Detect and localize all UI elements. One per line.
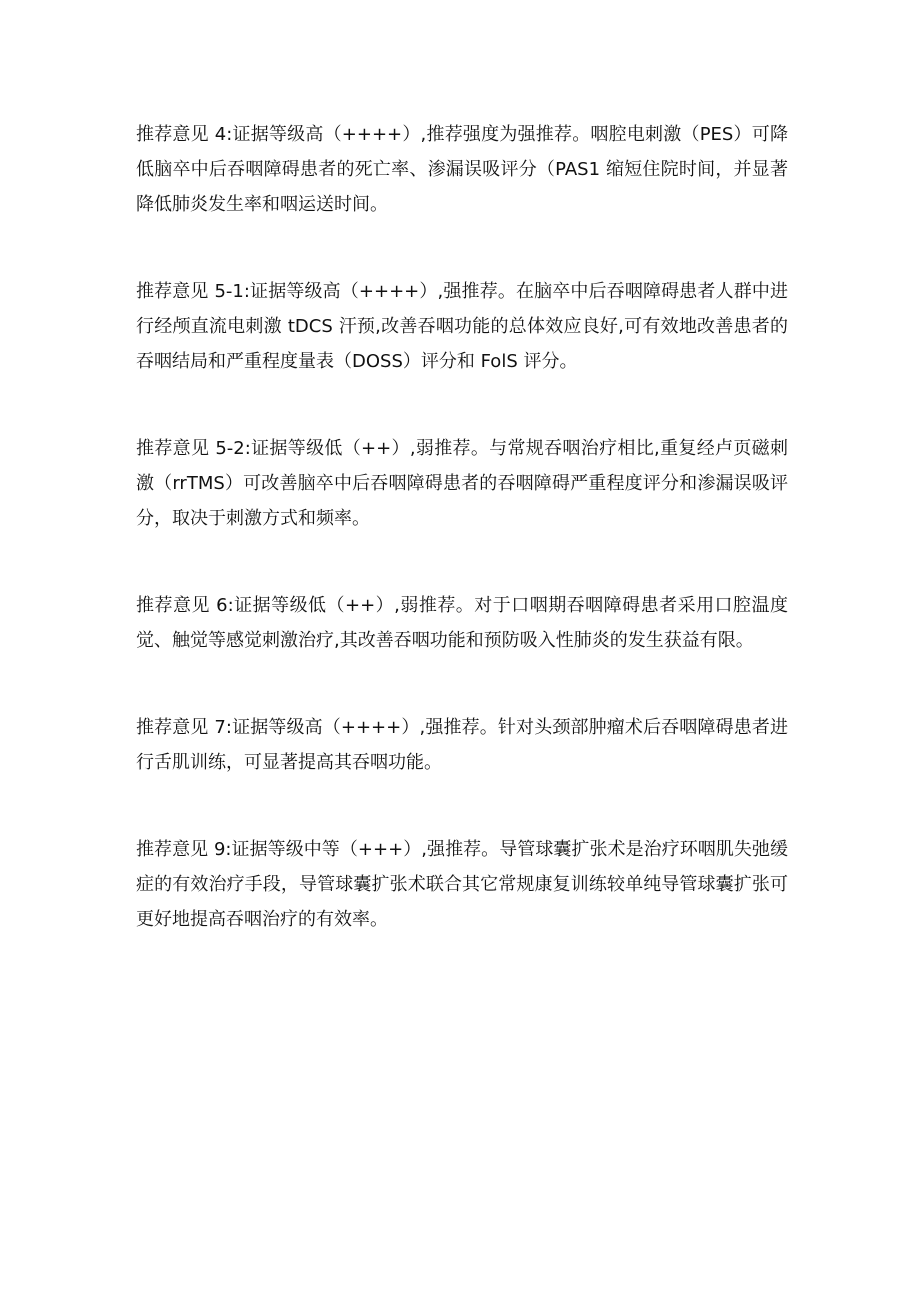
recommendation-4-paragraph: 推荐意见 4:证据等级高（++++）,推荐强度为强推荐。咽腔电刺激（PES）可降低脑卒中后吞咽障碍患者的死亡率、渗漏误吸评分（PAS1 缩短住院时间，并显著降低肺炎发生率和咽运送时间。 (136, 124, 788, 215)
recommendation-6-paragraph: 推荐意见 6:证据等级低（++）,弱推荐。对于口咽期吞咽障碍患者采用口腔温度觉、触觉等感觉刺激治疗,其改善吞咽功能和预防吸入性肺炎的发生获益有限。 (136, 595, 788, 651)
recommendation-5-1-paragraph: 推荐意见 5-1:证据等级高（++++）,强推荐。在脑卒中后吞咽障碍患者人群中进行经颅直流电刺激 tDCS 汗预,改善吞咽功能的总体效应良好,可有效地改善患者的吞咽结局和严重程度量表（DOSS）评分和 FolS 评分。 (136, 281, 788, 372)
document-body (136, 117, 788, 937)
recommendation-7-paragraph: 推荐意见 7:证据等级高（++++）,强推荐。针对头颈部肿瘤术后吞咽障碍患者进行舌肌训练，可显著提高其吞咽功能。 (136, 717, 788, 773)
recommendation-5-2-paragraph: 推荐意见 5-2:证据等级低（++）,弱推荐。与常规吞咽治疗相比,重复经卢页磁刺激（rrTMS）可改善脑卒中后吞咽障碍患者的吞咽障碍严重程度评分和渗漏误吸评分，取决于刺激方式和频率。 (136, 438, 788, 529)
recommendation-9-paragraph: 推荐意见 9:证据等级中等（+++）,强推荐。导管球囊扩张术是治疗环咽肌失弛缓症的有效治疗手段，导管球囊扩张术联合其它常规康复训练较单纯导管球囊扩张可更好地提高吞咽治疗的有效率。 (136, 839, 788, 930)
